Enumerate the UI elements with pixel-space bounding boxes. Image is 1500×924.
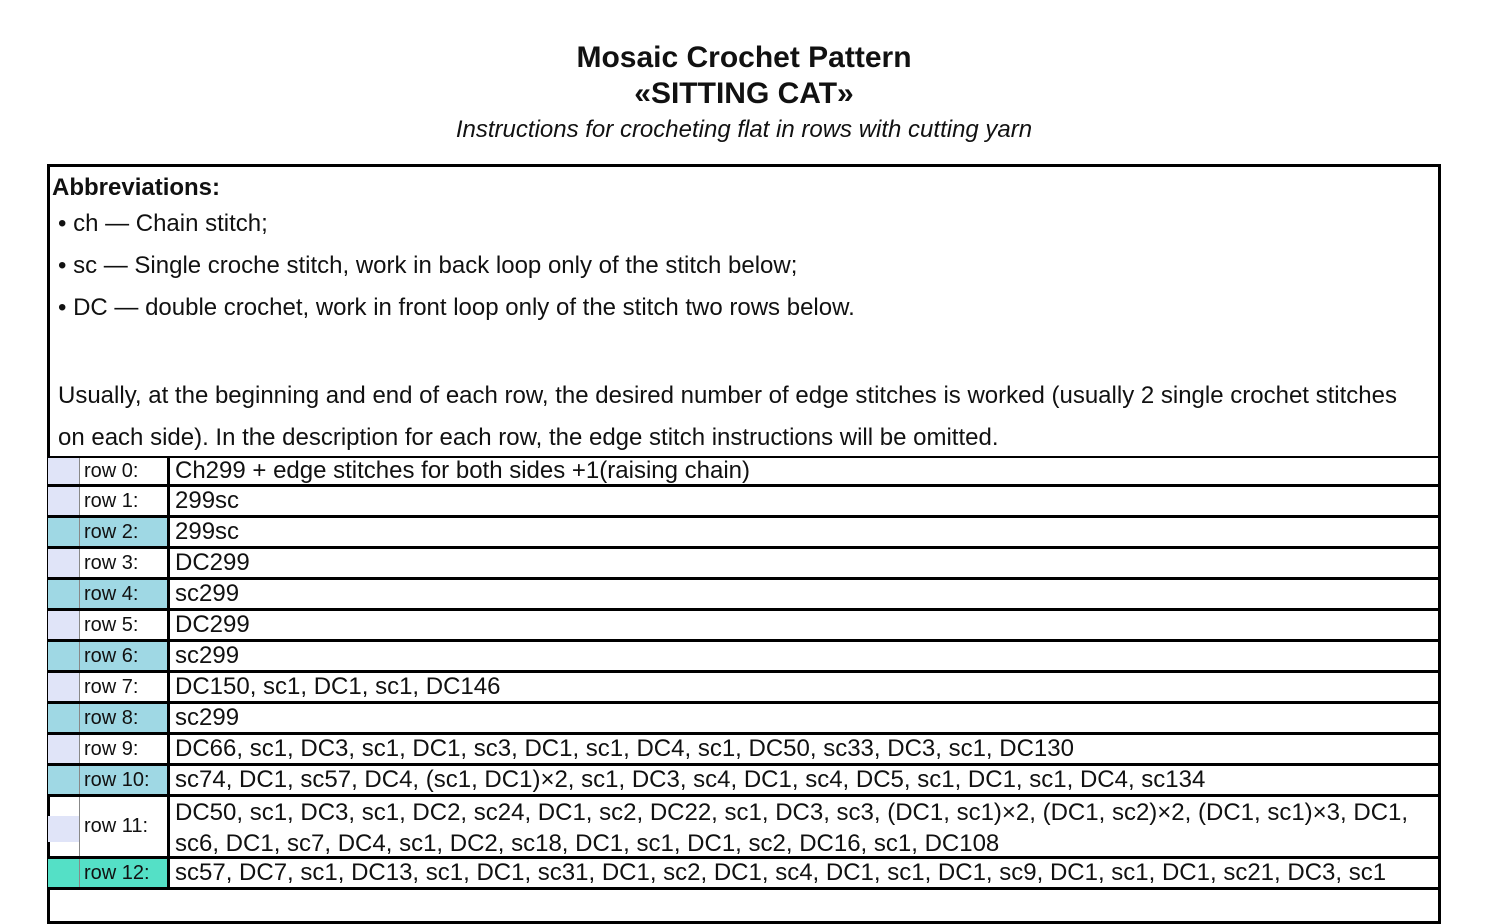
table-row — [48, 456, 1441, 487]
table-row — [48, 487, 1441, 518]
row-label: row 8: — [80, 704, 170, 732]
table-row — [48, 673, 1441, 704]
color-swatch — [48, 580, 80, 608]
color-chip — [48, 766, 79, 794]
color-chip — [48, 487, 79, 515]
color-swatch — [48, 611, 80, 639]
table-row — [48, 766, 1441, 797]
table-row — [48, 611, 1441, 642]
table-row — [48, 735, 1441, 766]
color-swatch — [48, 673, 80, 701]
color-swatch — [48, 549, 80, 577]
row-instructions: 299sc — [170, 518, 1441, 546]
color-chip — [48, 859, 79, 887]
document-header — [0, 40, 1488, 146]
color-swatch — [48, 797, 80, 856]
instructions-line: Instructions for crocheting flat in rows with cutting yarn — [455, 116, 1033, 143]
abbreviations-section — [52, 173, 1432, 329]
row-instructions: DC150, sc1, DC1, sc1, DC146 — [170, 673, 1441, 701]
color-chip — [48, 580, 79, 608]
row-label: row 7: — [80, 673, 170, 701]
edge-stitch-note: Usually, at the beginning and end of each row, the desired number of edge stitches is worked (usually 2 single crochet stitches on each side). In the description for each row, the edge stitch instructions will be omitted. — [58, 382, 1397, 451]
row-instructions: 299sc — [170, 487, 1441, 515]
abbreviation-sc: • sc — Single croche stitch, work in back loop only of the stitch below; — [58, 252, 798, 279]
row-instructions: DC299 — [170, 611, 1441, 639]
color-swatch — [48, 735, 80, 763]
row-instructions: DC50, sc1, DC3, sc1, DC2, sc24, DC1, sc2, DC22, sc1, DC3, sc3, (DC1, sc1)×2, (DC1, sc2)×2, (DC1, sc1)×3, DC1, sc6, DC1, sc7, DC4, sc1, DC2, sc18, DC1, sc1, DC1, sc2, DC16, sc1, DC108 — [170, 797, 1441, 856]
row-label: row 4: — [80, 580, 170, 608]
row-instructions: sc299 — [170, 704, 1441, 732]
table-row — [48, 549, 1441, 580]
row-instructions: DC66, sc1, DC3, sc1, DC1, sc3, DC1, sc1, DC4, sc1, DC50, sc33, DC3, sc1, DC130 — [170, 735, 1441, 763]
color-chip — [48, 704, 79, 732]
table-row — [48, 797, 1441, 859]
row-label: row 12: — [80, 859, 170, 887]
row-instructions: sc74, DC1, sc57, DC4, (sc1, DC1)×2, sc1, DC3, sc4, DC1, sc4, DC5, sc1, DC1, sc1, DC4, sc134 — [170, 766, 1441, 794]
pattern-title: Mosaic Crochet Pattern — [576, 41, 912, 74]
row-instructions: Ch299 + edge stitches for both sides +1(raising chain) — [170, 458, 1441, 484]
color-swatch — [48, 642, 80, 670]
row-label: row 10: — [80, 766, 170, 794]
row-instructions: sc299 — [170, 642, 1441, 670]
color-swatch — [48, 766, 80, 794]
color-swatch — [48, 859, 80, 887]
row-label: row 9: — [80, 735, 170, 763]
table-row — [48, 642, 1441, 673]
table-row — [48, 859, 1441, 890]
color-swatch — [48, 704, 80, 732]
abbreviations-heading: Abbreviations: — [52, 174, 221, 201]
table-row — [48, 704, 1441, 735]
row-label: row 5: — [80, 611, 170, 639]
row-label: row 2: — [80, 518, 170, 546]
color-chip — [48, 673, 79, 701]
color-chip — [48, 549, 79, 577]
color-chip — [48, 518, 79, 546]
color-chip — [48, 735, 79, 763]
row-label: row 3: — [80, 549, 170, 577]
color-chip — [48, 611, 79, 639]
color-chip — [48, 642, 79, 670]
table-row — [48, 580, 1441, 611]
row-table — [48, 456, 1441, 890]
color-swatch — [48, 487, 80, 515]
color-chip — [48, 458, 79, 484]
pattern-subtitle: «SITTING CAT» — [634, 77, 854, 110]
row-label: row 11: — [80, 797, 170, 856]
abbreviation-ch: • ch — Chain stitch; — [58, 210, 268, 237]
color-swatch — [48, 458, 80, 484]
row-label: row 6: — [80, 642, 170, 670]
row-instructions: sc57, DC7, sc1, DC13, sc1, DC1, sc31, DC1, sc2, DC1, sc4, DC1, sc1, DC1, sc9, DC1, sc1, DC1, sc21, DC3, sc1 — [170, 859, 1441, 887]
row-label: row 1: — [80, 487, 170, 515]
abbreviation-dc: • DC — double crochet, work in front loop only of the stitch two rows below. — [58, 294, 855, 321]
color-swatch — [48, 518, 80, 546]
row-instructions: DC299 — [170, 549, 1441, 577]
table-row — [48, 518, 1441, 549]
row-instructions: sc299 — [170, 580, 1441, 608]
row-label: row 0: — [80, 458, 170, 484]
color-chip — [48, 816, 79, 842]
